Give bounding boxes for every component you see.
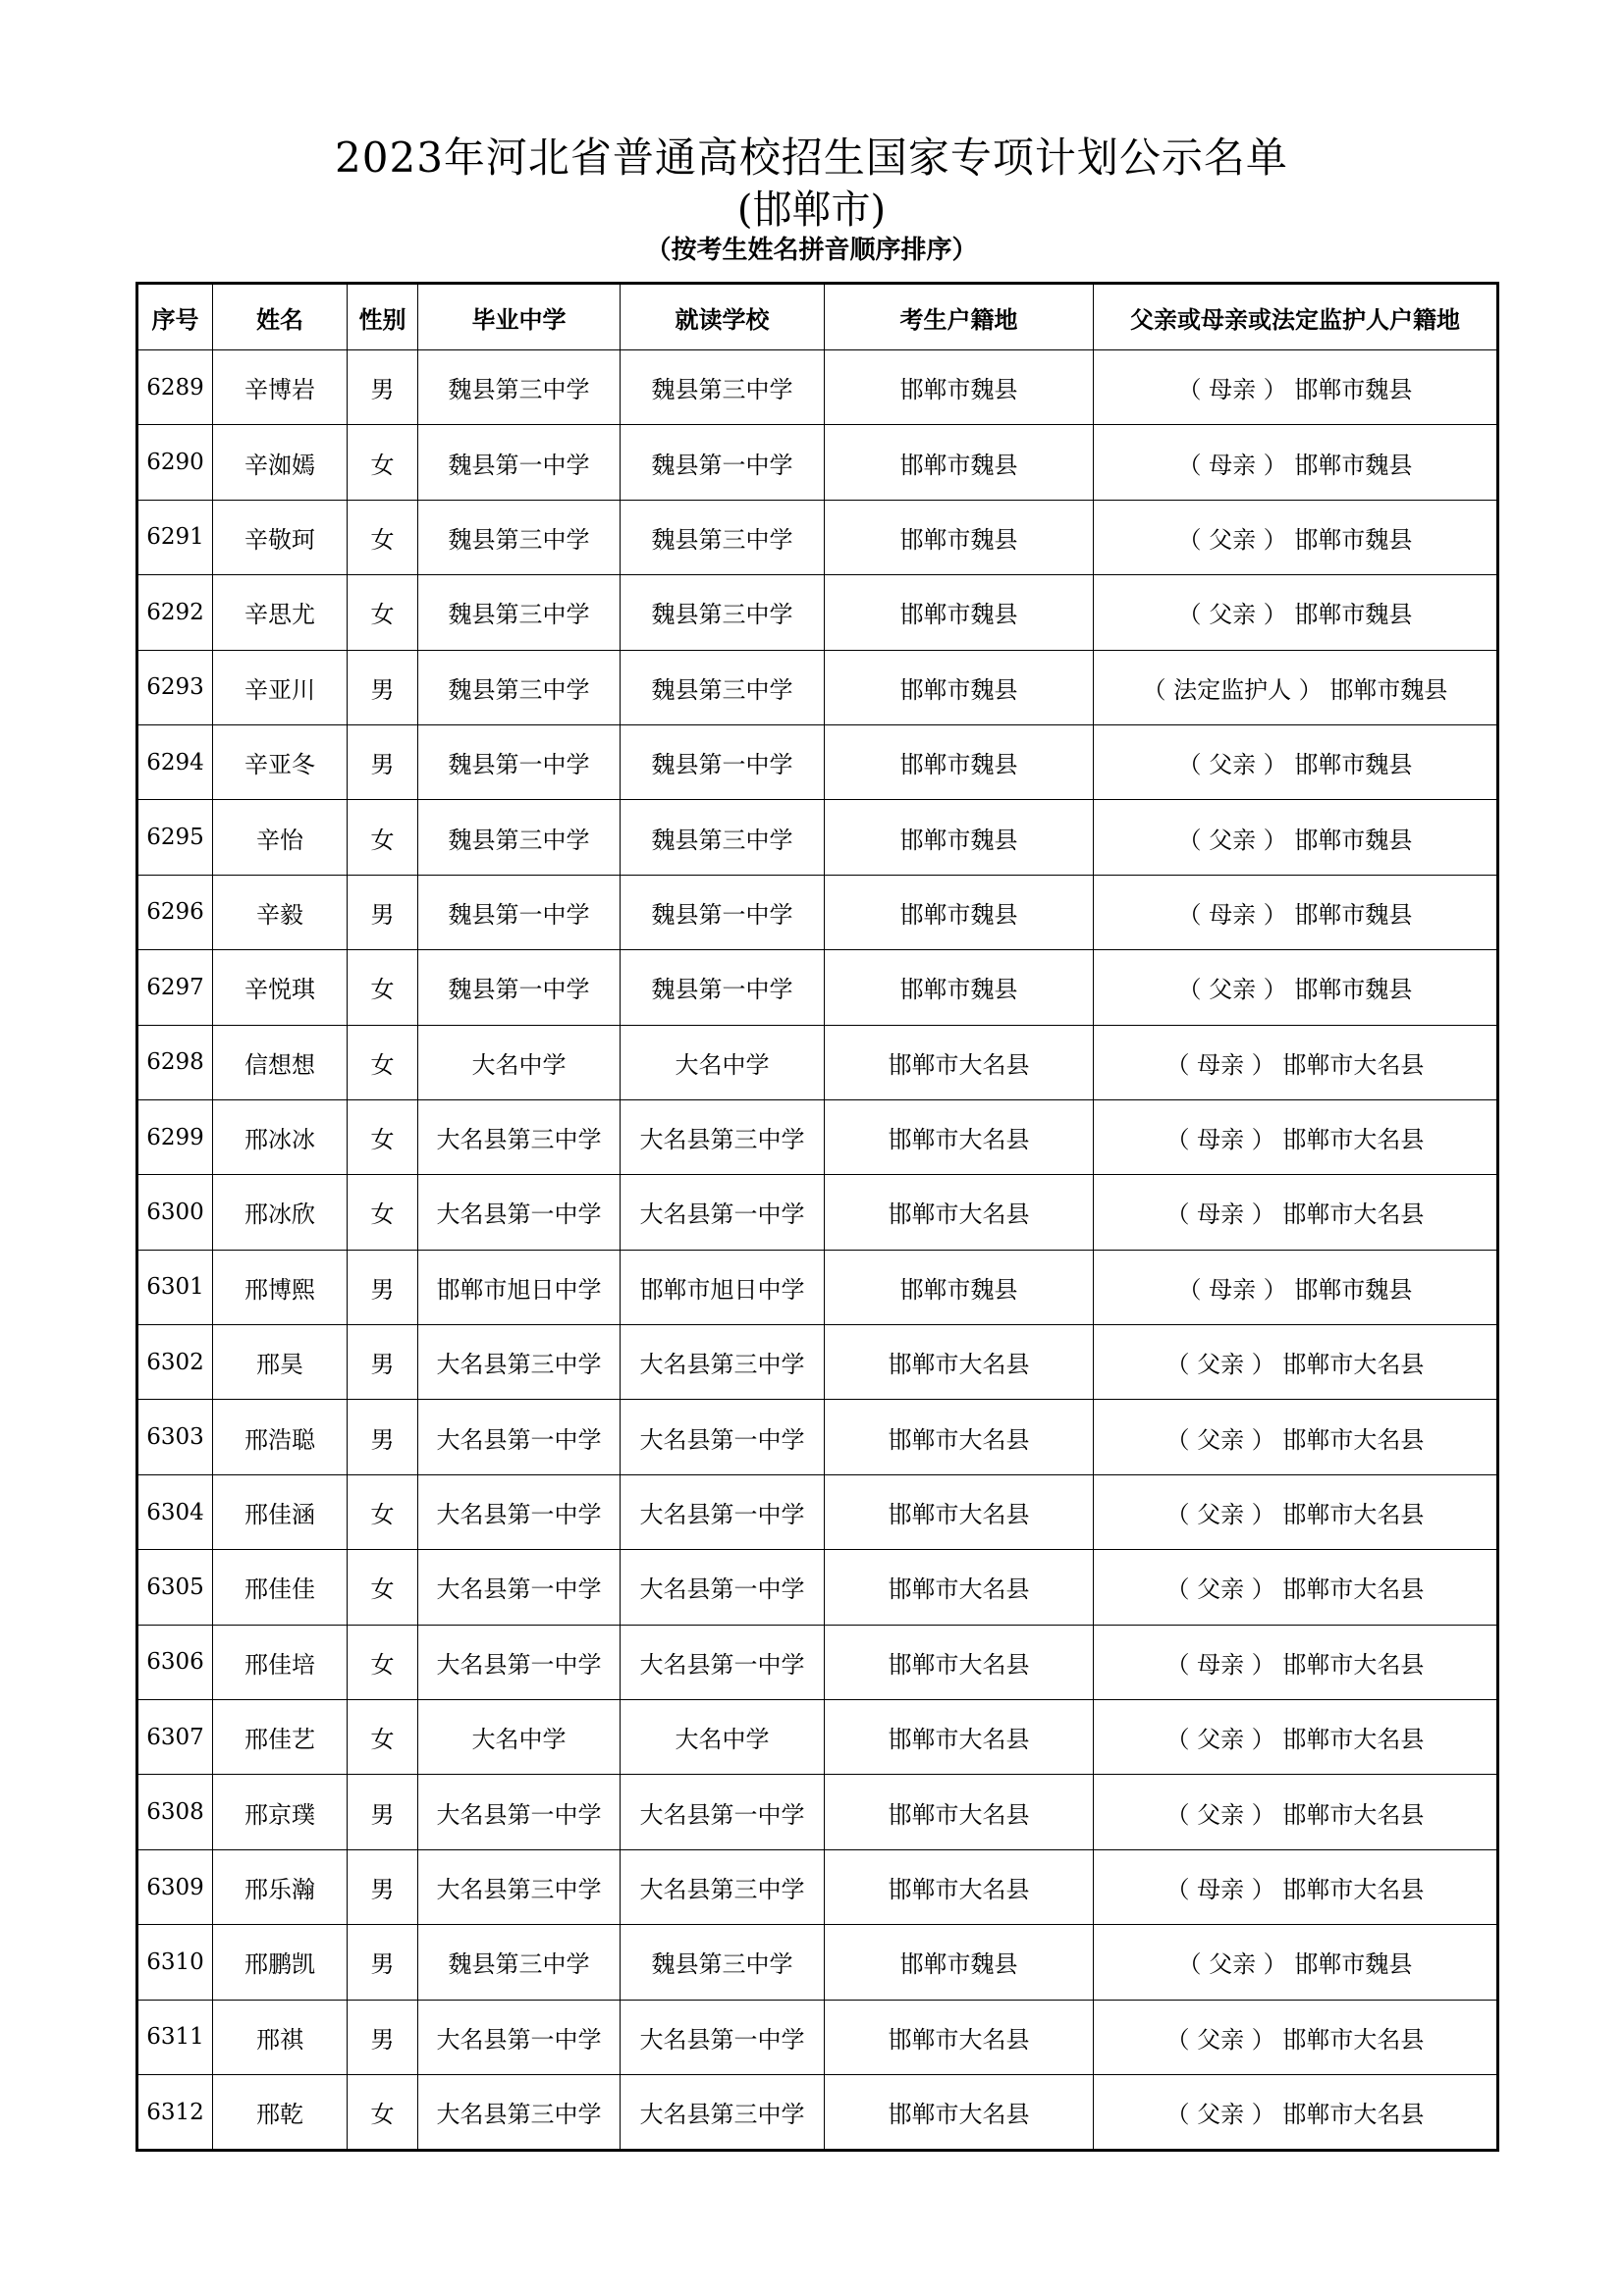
table-row <box>137 1550 1498 1625</box>
applicant-residence-cell: 邯郸市大名县 <box>825 1625 1094 1699</box>
serial-cell: 6311 <box>137 2000 213 2074</box>
serial-cell: 6308 <box>137 1775 213 1849</box>
name-cell: 辛洳嫣 <box>213 425 348 500</box>
name-cell: 辛亚冬 <box>213 724 348 799</box>
current-school-cell: 大名县第一中学 <box>621 2000 825 2074</box>
current-school-cell: 大名县第三中学 <box>621 1099 825 1174</box>
gender-cell: 女 <box>348 425 418 500</box>
serial-cell: 6297 <box>137 950 213 1025</box>
guardian-residence-cell: （ 母亲 ） 邯郸市大名县 <box>1094 1849 1498 1924</box>
applicant-residence-cell: 邯郸市魏县 <box>825 1250 1094 1324</box>
header-serial: 序号 <box>137 284 213 350</box>
name-cell: 辛毅 <box>213 875 348 949</box>
current-school-cell: 魏县第一中学 <box>621 875 825 949</box>
serial-cell: 6300 <box>137 1175 213 1250</box>
name-cell: 邢昊 <box>213 1325 348 1400</box>
table-row <box>137 1400 1498 1474</box>
header-current-school: 就读学校 <box>621 284 825 350</box>
graduation-school-cell: 大名中学 <box>418 1700 621 1775</box>
gender-cell: 男 <box>348 1849 418 1924</box>
guardian-residence-cell: （ 法定监护人 ） 邯郸市魏县 <box>1094 650 1498 724</box>
table-row <box>137 1849 1498 1924</box>
serial-cell: 6301 <box>137 1250 213 1324</box>
current-school-cell: 魏县第三中学 <box>621 575 825 650</box>
current-school-cell: 邯郸市旭日中学 <box>621 1250 825 1324</box>
name-cell: 邢浩聪 <box>213 1400 348 1474</box>
graduation-school-cell: 魏县第三中学 <box>418 800 621 875</box>
applicant-residence-cell: 邯郸市魏县 <box>825 1925 1094 2000</box>
guardian-residence-cell: （ 父亲 ） 邯郸市大名县 <box>1094 1325 1498 1400</box>
current-school-cell: 大名县第三中学 <box>621 1849 825 1924</box>
graduation-school-cell: 大名县第一中学 <box>418 2000 621 2074</box>
guardian-residence-cell: （ 母亲 ） 邯郸市大名县 <box>1094 1175 1498 1250</box>
gender-cell: 男 <box>348 350 418 425</box>
serial-cell: 6289 <box>137 350 213 425</box>
graduation-school-cell: 魏县第一中学 <box>418 875 621 949</box>
guardian-residence-cell: （ 父亲 ） 邯郸市大名县 <box>1094 1400 1498 1474</box>
table-row <box>137 724 1498 799</box>
serial-cell: 6299 <box>137 1099 213 1174</box>
graduation-school-cell: 大名县第一中学 <box>418 1775 621 1849</box>
guardian-residence-cell: （ 母亲 ） 邯郸市大名县 <box>1094 1025 1498 1099</box>
table-row <box>137 2074 1498 2150</box>
graduation-school-cell: 大名县第一中学 <box>418 1400 621 1474</box>
graduation-school-cell: 大名县第三中学 <box>418 1325 621 1400</box>
name-cell: 邢博熙 <box>213 1250 348 1324</box>
name-cell: 辛怡 <box>213 800 348 875</box>
applicant-residence-cell: 邯郸市魏县 <box>825 950 1094 1025</box>
guardian-residence-cell: （ 母亲 ） 邯郸市魏县 <box>1094 875 1498 949</box>
graduation-school-cell: 魏县第三中学 <box>418 1925 621 2000</box>
gender-cell: 男 <box>348 875 418 949</box>
applicant-residence-cell: 邯郸市魏县 <box>825 425 1094 500</box>
guardian-residence-cell: （ 父亲 ） 邯郸市大名县 <box>1094 1474 1498 1549</box>
table-row <box>137 1775 1498 1849</box>
table-row <box>137 1625 1498 1699</box>
name-cell: 邢冰欣 <box>213 1175 348 1250</box>
name-cell: 邢京璞 <box>213 1775 348 1849</box>
applicant-residence-cell: 邯郸市魏县 <box>825 650 1094 724</box>
guardian-residence-cell: （ 父亲 ） 邯郸市魏县 <box>1094 575 1498 650</box>
header-name: 姓名 <box>213 284 348 350</box>
applicant-residence-cell: 邯郸市大名县 <box>825 1474 1094 1549</box>
serial-cell: 6293 <box>137 650 213 724</box>
current-school-cell: 大名县第三中学 <box>621 2074 825 2150</box>
guardian-residence-cell: （ 父亲 ） 邯郸市魏县 <box>1094 1925 1498 2000</box>
name-cell: 邢祺 <box>213 2000 348 2074</box>
current-school-cell: 魏县第一中学 <box>621 950 825 1025</box>
graduation-school-cell: 魏县第三中学 <box>418 650 621 724</box>
gender-cell: 女 <box>348 1700 418 1775</box>
guardian-residence-cell: （ 父亲 ） 邯郸市魏县 <box>1094 950 1498 1025</box>
table-row <box>137 1250 1498 1324</box>
gender-cell: 女 <box>348 1474 418 1549</box>
name-cell: 邢佳佳 <box>213 1550 348 1625</box>
graduation-school-cell: 魏县第三中学 <box>418 575 621 650</box>
guardian-residence-cell: （ 母亲 ） 邯郸市魏县 <box>1094 1250 1498 1324</box>
current-school-cell: 魏县第三中学 <box>621 350 825 425</box>
table-row <box>137 650 1498 724</box>
guardian-residence-cell: （ 父亲 ） 邯郸市魏县 <box>1094 800 1498 875</box>
table-header-row <box>137 284 1498 350</box>
current-school-cell: 大名县第一中学 <box>621 1400 825 1474</box>
current-school-cell: 大名中学 <box>621 1025 825 1099</box>
graduation-school-cell: 大名县第一中学 <box>418 1550 621 1625</box>
header-graduation-school: 毕业中学 <box>418 284 621 350</box>
applicant-residence-cell: 邯郸市魏县 <box>825 575 1094 650</box>
gender-cell: 女 <box>348 800 418 875</box>
table-row <box>137 500 1498 574</box>
current-school-cell: 魏县第三中学 <box>621 500 825 574</box>
graduation-school-cell: 大名县第三中学 <box>418 1849 621 1924</box>
header-gender: 性别 <box>348 284 418 350</box>
graduation-school-cell: 大名县第三中学 <box>418 2074 621 2150</box>
graduation-school-cell: 大名县第一中学 <box>418 1474 621 1549</box>
applicant-residence-cell: 邯郸市魏县 <box>825 875 1094 949</box>
current-school-cell: 魏县第一中学 <box>621 724 825 799</box>
name-cell: 邢冰冰 <box>213 1099 348 1174</box>
applicant-residence-cell: 邯郸市大名县 <box>825 1550 1094 1625</box>
table-row <box>137 1099 1498 1174</box>
gender-cell: 男 <box>348 2000 418 2074</box>
gender-cell: 女 <box>348 500 418 574</box>
applicant-residence-cell: 邯郸市大名县 <box>825 1025 1094 1099</box>
name-cell: 辛亚川 <box>213 650 348 724</box>
gender-cell: 男 <box>348 1250 418 1324</box>
guardian-residence-cell: （ 父亲 ） 邯郸市大名县 <box>1094 1550 1498 1625</box>
serial-cell: 6312 <box>137 2074 213 2150</box>
applicant-residence-cell: 邯郸市魏县 <box>825 724 1094 799</box>
applicant-residence-cell: 邯郸市魏县 <box>825 500 1094 574</box>
applicant-table <box>135 282 1499 2152</box>
gender-cell: 男 <box>348 1925 418 2000</box>
serial-cell: 6290 <box>137 425 213 500</box>
current-school-cell: 魏县第三中学 <box>621 650 825 724</box>
graduation-school-cell: 邯郸市旭日中学 <box>418 1250 621 1324</box>
gender-cell: 女 <box>348 1175 418 1250</box>
graduation-school-cell: 魏县第三中学 <box>418 500 621 574</box>
header-guardian-residence: 父亲或母亲或法定监护人户籍地 <box>1094 284 1498 350</box>
applicant-residence-cell: 邯郸市大名县 <box>825 1325 1094 1400</box>
serial-cell: 6291 <box>137 500 213 574</box>
serial-cell: 6305 <box>137 1550 213 1625</box>
guardian-residence-cell: （ 父亲 ） 邯郸市魏县 <box>1094 724 1498 799</box>
name-cell: 辛敬珂 <box>213 500 348 574</box>
current-school-cell: 大名中学 <box>621 1700 825 1775</box>
serial-cell: 6292 <box>137 575 213 650</box>
table-row <box>137 1474 1498 1549</box>
serial-cell: 6295 <box>137 800 213 875</box>
guardian-residence-cell: （ 父亲 ） 邯郸市大名县 <box>1094 1700 1498 1775</box>
name-cell: 辛博岩 <box>213 350 348 425</box>
guardian-residence-cell: （ 父亲 ） 邯郸市大名县 <box>1094 2000 1498 2074</box>
name-cell: 邢鹏凯 <box>213 1925 348 2000</box>
applicant-residence-cell: 邯郸市大名县 <box>825 2074 1094 2150</box>
current-school-cell: 大名县第三中学 <box>621 1325 825 1400</box>
graduation-school-cell: 大名中学 <box>418 1025 621 1099</box>
gender-cell: 女 <box>348 1550 418 1625</box>
graduation-school-cell: 大名县第三中学 <box>418 1099 621 1174</box>
table-row <box>137 1325 1498 1400</box>
header-applicant-residence: 考生户籍地 <box>825 284 1094 350</box>
graduation-school-cell: 魏县第一中学 <box>418 425 621 500</box>
guardian-residence-cell: （ 父亲 ） 邯郸市大名县 <box>1094 2074 1498 2150</box>
graduation-school-cell: 魏县第三中学 <box>418 350 621 425</box>
name-cell: 邢乾 <box>213 2074 348 2150</box>
gender-cell: 男 <box>348 1325 418 1400</box>
table-row <box>137 350 1498 425</box>
applicant-residence-cell: 邯郸市大名县 <box>825 1700 1094 1775</box>
name-cell: 辛悦琪 <box>213 950 348 1025</box>
graduation-school-cell: 魏县第一中学 <box>418 950 621 1025</box>
guardian-residence-cell: （ 父亲 ） 邯郸市魏县 <box>1094 500 1498 574</box>
serial-cell: 6304 <box>137 1474 213 1549</box>
gender-cell: 女 <box>348 575 418 650</box>
applicant-residence-cell: 邯郸市大名县 <box>825 2000 1094 2074</box>
serial-cell: 6302 <box>137 1325 213 1400</box>
guardian-residence-cell: （ 母亲 ） 邯郸市大名县 <box>1094 1099 1498 1174</box>
name-cell: 辛思尤 <box>213 575 348 650</box>
name-cell: 邢佳培 <box>213 1625 348 1699</box>
current-school-cell: 大名县第一中学 <box>621 1550 825 1625</box>
table-row <box>137 1700 1498 1775</box>
guardian-residence-cell: （ 母亲 ） 邯郸市魏县 <box>1094 350 1498 425</box>
gender-cell: 女 <box>348 1025 418 1099</box>
serial-cell: 6296 <box>137 875 213 949</box>
table-row <box>137 1025 1498 1099</box>
name-cell: 信想想 <box>213 1025 348 1099</box>
applicant-residence-cell: 邯郸市大名县 <box>825 1400 1094 1474</box>
serial-cell: 6306 <box>137 1625 213 1699</box>
serial-cell: 6303 <box>137 1400 213 1474</box>
table-row <box>137 800 1498 875</box>
current-school-cell: 大名县第一中学 <box>621 1775 825 1849</box>
gender-cell: 女 <box>348 1099 418 1174</box>
table-row <box>137 575 1498 650</box>
current-school-cell: 魏县第三中学 <box>621 1925 825 2000</box>
serial-cell: 6298 <box>137 1025 213 1099</box>
table-row <box>137 1175 1498 1250</box>
applicant-residence-cell: 邯郸市大名县 <box>825 1775 1094 1849</box>
table-body <box>137 350 1498 2151</box>
gender-cell: 男 <box>348 1400 418 1474</box>
table-row <box>137 950 1498 1025</box>
gender-cell: 女 <box>348 1625 418 1699</box>
page-title: 2023年河北省普通高校招生国家专项计划公示名单 <box>335 133 1288 182</box>
guardian-residence-cell: （ 母亲 ） 邯郸市魏县 <box>1094 425 1498 500</box>
table-row <box>137 875 1498 949</box>
graduation-school-cell: 大名县第一中学 <box>418 1625 621 1699</box>
serial-cell: 6310 <box>137 1925 213 2000</box>
guardian-residence-cell: （ 母亲 ） 邯郸市大名县 <box>1094 1625 1498 1699</box>
graduation-school-cell: 大名县第一中学 <box>418 1175 621 1250</box>
guardian-residence-cell: （ 父亲 ） 邯郸市大名县 <box>1094 1775 1498 1849</box>
gender-cell: 女 <box>348 950 418 1025</box>
current-school-cell: 大名县第一中学 <box>621 1625 825 1699</box>
current-school-cell: 魏县第一中学 <box>621 425 825 500</box>
table-row <box>137 1925 1498 2000</box>
applicant-residence-cell: 邯郸市大名县 <box>825 1175 1094 1250</box>
applicant-residence-cell: 邯郸市魏县 <box>825 350 1094 425</box>
serial-cell: 6309 <box>137 1849 213 1924</box>
applicant-residence-cell: 邯郸市魏县 <box>825 800 1094 875</box>
page-subtitle: (邯郸市) <box>736 187 887 233</box>
name-cell: 邢佳艺 <box>213 1700 348 1775</box>
name-cell: 邢佳涵 <box>213 1474 348 1549</box>
gender-cell: 女 <box>348 2074 418 2150</box>
current-school-cell: 魏县第三中学 <box>621 800 825 875</box>
gender-cell: 男 <box>348 650 418 724</box>
sort-note: （按考生姓名拼音顺序排序） <box>645 236 978 265</box>
table-row <box>137 425 1498 500</box>
applicant-residence-cell: 邯郸市大名县 <box>825 1099 1094 1174</box>
applicant-residence-cell: 邯郸市大名县 <box>825 1849 1094 1924</box>
table-row <box>137 2000 1498 2074</box>
current-school-cell: 大名县第一中学 <box>621 1474 825 1549</box>
gender-cell: 男 <box>348 724 418 799</box>
graduation-school-cell: 魏县第一中学 <box>418 724 621 799</box>
current-school-cell: 大名县第一中学 <box>621 1175 825 1250</box>
serial-cell: 6307 <box>137 1700 213 1775</box>
serial-cell: 6294 <box>137 724 213 799</box>
name-cell: 邢乐瀚 <box>213 1849 348 1924</box>
gender-cell: 男 <box>348 1775 418 1849</box>
